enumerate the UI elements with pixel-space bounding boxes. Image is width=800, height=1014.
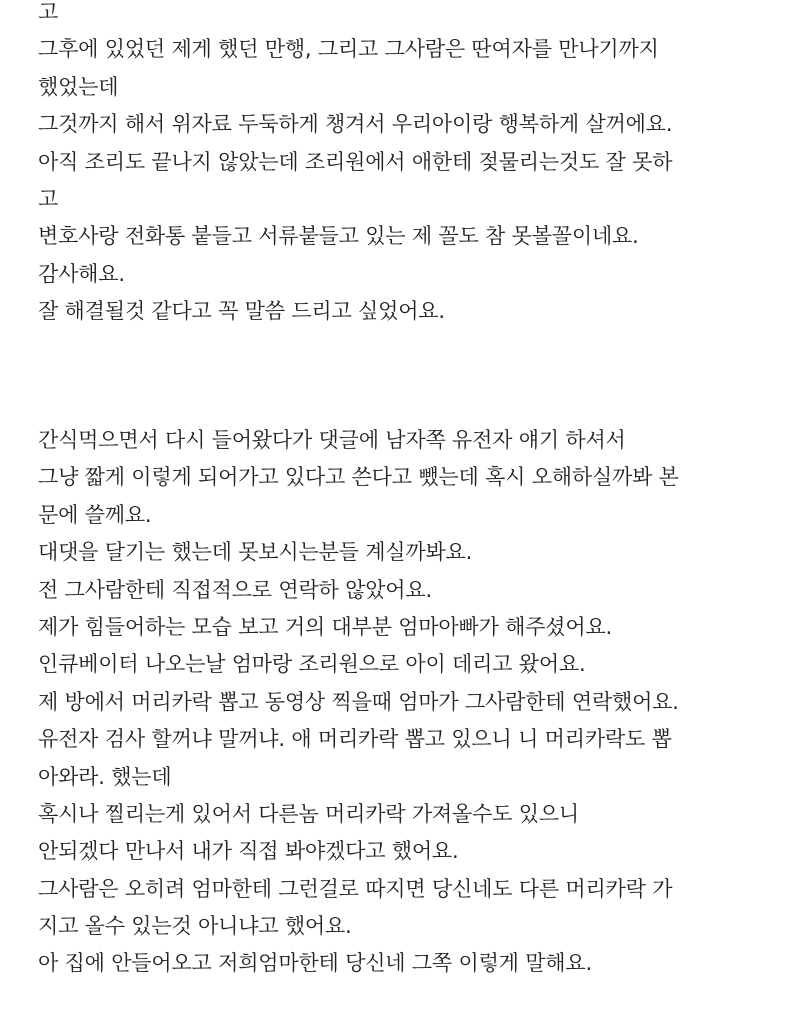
text-line: 변호사랑 전화통 붙들고 서류붙들고 있는 제 꼴도 참 못볼꼴이네요. [38, 224, 639, 249]
text-line: 유전자 검사 할꺼냐 말꺼냐. 애 머리카락 뽑고 있으니 니 머리카락도 뽑 [38, 727, 672, 752]
text-line: 고 [38, 186, 59, 211]
paragraph-first [38, 0, 778, 331]
text-line: 그후에 있었던 제게 했던 만행, 그리고 그사람은 딴여자를 만나기까지 [38, 37, 659, 62]
text-line: 지고 올수 있는것 아니냐고 했어요. [38, 914, 352, 939]
paragraph-second [38, 422, 778, 983]
text-line: 아 집에 안들어오고 저희엄마한테 당신네 그쪽 이렇게 말해요. [38, 951, 592, 976]
text-line: 그사람은 오히려 엄마한테 그런걸로 따지면 당신네도 다른 머리카락 가 [38, 876, 673, 901]
text-line: 전 그사람한테 직접적으로 연락하 않았어요. [38, 577, 432, 602]
text-line: 그것까지 해서 위자료 두둑하게 챙겨서 우리아이랑 행복하게 살꺼에요. [38, 112, 673, 137]
text-line: 감사해요. [38, 261, 125, 286]
text-line: 제 방에서 머리카락 뽑고 동영상 찍을때 엄마가 그사람한테 연락했어요. [38, 689, 679, 714]
text-line: 제가 힘들어하는 모습 보고 거의 대부분 엄마아빠가 해주셨어요. [38, 614, 613, 639]
text-line: 간식먹으면서 다시 들어왔다가 댓글에 남자쪽 유전자 얘기 하셔서 [38, 428, 626, 452]
text-line: 아직 조리도 끝나지 않았는데 조리원에서 애한테 젖물리는것도 잘 못하 [38, 149, 673, 174]
text-line: 안되겠다 만나서 내가 직접 봐야겠다고 했어요. [38, 839, 459, 864]
text-line: 잘 해결될것 같다고 꼭 말씀 드리고 싶었어요. [38, 299, 445, 324]
text-line: 그냥 짧게 이렇게 되어가고 있다고 쓴다고 뺐는데 혹시 오해하실까봐 본 [38, 465, 679, 490]
text-line: 문에 쓸께요. [38, 502, 152, 527]
text-line: 아와라. 했는데 [38, 764, 172, 789]
text-line: 대댓을 달기는 했는데 못보시는분들 계실까봐요. [38, 540, 473, 565]
text-line: 고 [38, 0, 59, 24]
text-line: 혹시나 찔리는게 있어서 다른놈 머리카락 가져올수도 있으니 [38, 801, 579, 826]
text-line: 인큐베이터 나오는날 엄마랑 조리원으로 아이 데리고 왔어요. [38, 652, 586, 677]
text-line: 했었는데 [38, 74, 119, 99]
